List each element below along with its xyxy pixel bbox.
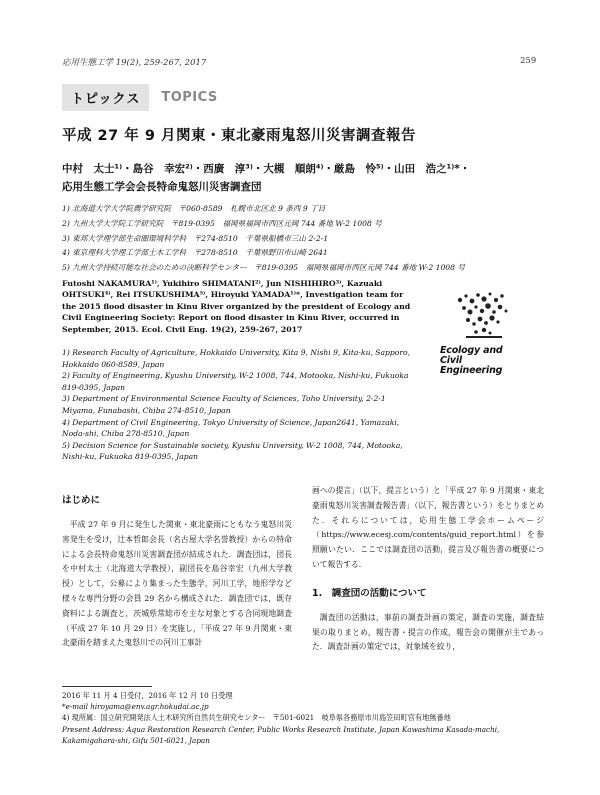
footnotes	[62, 690, 542, 746]
affiliation-jp-4: 4) 東京理科大学理工学部土木工学科 〒278-8510 千葉県野田市山崎 2641	[62, 248, 328, 258]
author-line-2: 応用生態工学会会長特命鬼怒川災害調査団	[62, 181, 262, 193]
affiliation-jp-5: 5) 九州大学持続可能な社会のための決断科学センター 〒819-0395 福岡県福岡市西区元岡 744 番地 W-2 1008 号	[62, 263, 465, 273]
affiliation-jp-1: 1) 北海道大学大学院農学研究院 〒060-8589 札幌市北区北 9 条西 9 丁目	[62, 204, 326, 213]
logo-text-line-2: Civil Engineering	[440, 355, 503, 376]
affiliation-jp-3: 3) 東邦大学理学部生命圏環境科学科 〒274-8510 千葉県船橋市三山 2-2-1	[62, 233, 329, 243]
affiliation-en-2: 2) Faculty of Engineering, Kyushu University, W-2 1008, 744, Motooka, Nishi-ku, Fukuoka 819-0395, Japan	[62, 371, 409, 392]
intro-heading: はじめに	[62, 495, 101, 506]
english-citation: Futoshi NAKAMURA¹⁾, Yukihiro SHIMATANI²⁾, Jun NISHIHIRO³⁾, Kazuaki OHTSUKI⁴⁾, Rei ITSUKUSHIMA⁵⁾, Hiroyuki YAMADA¹⁾*, Investigation team for the 2015 flood disaster in Kinu River organized by the president of Ecology and Civil Engineering Society: Report on flood disaster in Kinu River, occurred in September, 2015. Ecol. Civil Eng. 19(2), 259-267, 2017	[62, 279, 411, 334]
corresponding-email: *e-mail hiroyama@env.agr.hokudai.ac.jp	[62, 702, 209, 712]
present-address-en: Present Address: Aqua Restoration Research Center, Public Works Research Institute, Japan Kawashima Kasada-machi, Kakamigahara-shi, Gifu 501-6021, Japan	[62, 724, 500, 745]
section-1-heading: 1. 調査団の活動について	[312, 587, 427, 599]
category-en: TOPICS	[161, 89, 218, 105]
received-date: 2016 年 11 月 4 日受付，2016 年 12 月 10 日受理	[62, 691, 233, 700]
right-column	[312, 484, 544, 655]
category-badge	[62, 85, 218, 109]
affiliations-jp	[62, 202, 542, 276]
intro-paragraph: 平成 27 年 9 月に発生した関東・東北豪雨にともなう鬼怒川災害発生を受け，辻本哲郎会長（名古屋大学名誉教授）からの特命による会長特命鬼怒川災害調査団が結成された．調査団は，団長を中村太士（北海道大学教授），副団長を島谷幸宏（九州大学教授）として，公募により集まった生態学，河川工学，地形学など様々な専門分野の会員 29 名から構成された．調査団では，既存資料による調査と，茨城県常総市を主な対象とする合同現地調査（平成 27 年 10 月 29 日）を実施し，「平成 27 年 9 月関東・東北豪雨を踏まえた鬼怒川での河川工事計	[62, 520, 292, 648]
right-paragraph-2: 調査団の活動は，事前の調査計画の策定，調査の実施，調査結果の取りまとめ，報告書・提言の作成，報告会の開催が主であった．調査計画の策定では，対象域を絞り，	[312, 612, 544, 652]
journal-header: 応用生態工学 19(2), 259-267, 2017	[62, 58, 207, 68]
present-address-jp: 4) 現所属：国立研究開発法人土木研究所自然共生研究センター 〒501-6021 岐阜県各務原市川島笠田町官有地無番地	[62, 713, 451, 723]
journal-logo	[440, 288, 526, 376]
logo-graphic-icon	[440, 288, 526, 342]
page-number: 259	[520, 56, 537, 66]
affiliation-en-1: 1) Research Faculty of Agriculture, Hokkaido University, Kita 9, Nishi 9, Kita-ku, Sapporo, Hokkaido 060-8589, Japan	[62, 348, 410, 369]
article-title: 平成 27 年 9 月関東・東北豪雨鬼怒川災害調査報告	[62, 128, 416, 144]
affiliation-en-5: 5) Decision Science for Sustainable society, Kyushu University, W-2 1008, 744, Motooka, Nishi-ku, Fukuoka 819-0395, Japan	[62, 440, 403, 462]
left-column	[62, 492, 292, 651]
footnote-divider	[62, 686, 152, 687]
logo-text-line-1: Ecology and	[440, 345, 503, 356]
affiliation-en-4: 4) Department of Civil Engineering, Tokyo University of Science, Japan2641, Yamazaki, Noda-shi, Chiba 278-8510, Japan	[62, 417, 400, 439]
affiliation-en-3: 3) Department of Environmental Science Faculty of Sciences, Toho University, 2-2-1 Miyama, Funabashi, Chiba 274-8510, Japan	[62, 394, 386, 415]
category-jp: トピックス	[62, 84, 149, 111]
affiliation-jp-2: 2) 九州大学大学院工学研究院 〒819-0395 福岡県福岡市西区元岡 744 番地 W-2 1008 号	[62, 218, 382, 228]
author-line-1: 中村 太士¹⁾・島谷 幸宏²⁾・西廣 淳³⁾・大槻 順朗⁴⁾・厳島 怜⁵⁾・山田 浩之¹⁾*・	[62, 163, 471, 175]
affiliations-en	[62, 347, 412, 463]
right-paragraph-1: 画への提言」（以下，提言という）と「平成 27 年 9 月関東・東北豪雨鬼怒川災害調査報告書」（以下，報告書という）をとりまとめた．それらについては，応用生態工学会ホームページ（https://www.ecesj.com/contents/guid_report.html）を参照願いたい．ここでは調査団の活動，提言及び報告書の概要について報告する．	[312, 486, 544, 569]
author-list	[62, 160, 542, 196]
